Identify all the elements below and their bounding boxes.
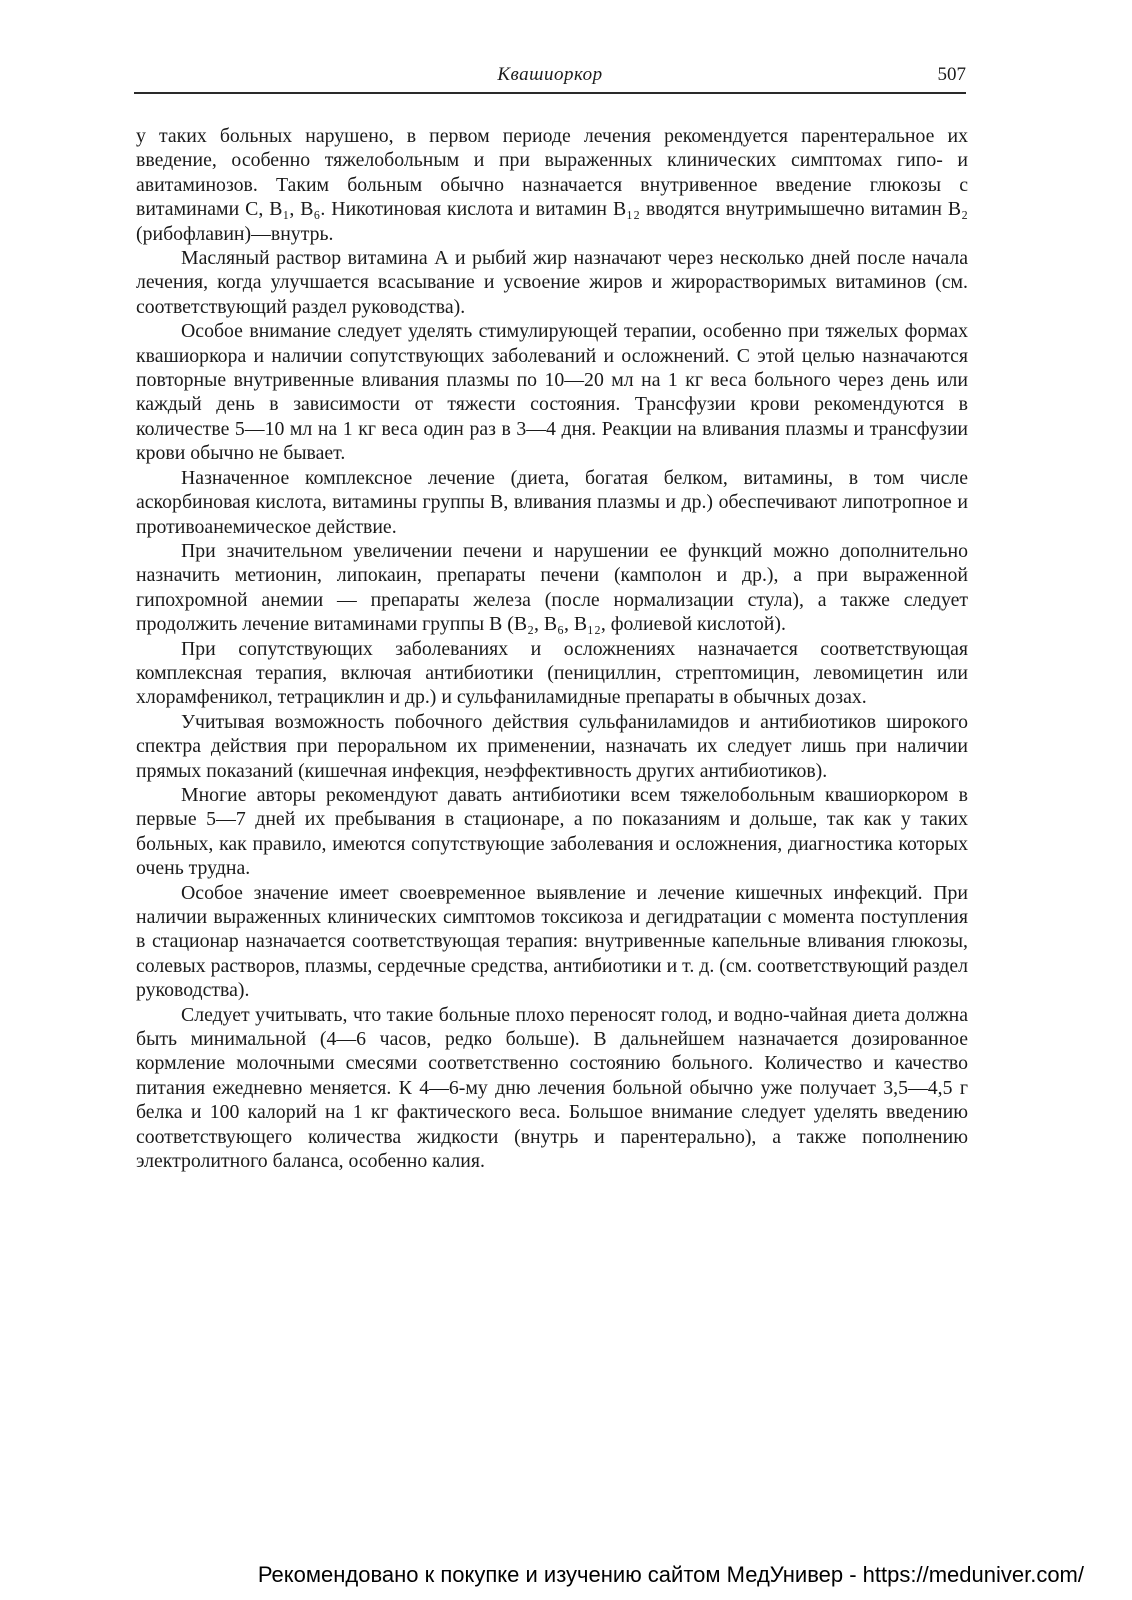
paragraph: При сопутствующих заболеваниях и осложнениях назначается соответствующая комплексная терапия, включая антибиотики (пенициллин, стрептомицин, левомицетин или хлорамфеникол, тетрациклин и др.) и сульфаниламидные препараты в обычных дозах. [136,637,968,709]
paragraph: Масляный раствор витамина А и рыбий жир назначают через несколько дней после начала лечения, когда улучшается всасывание и усвоение жиров и жирорастворимых витаминов (см. соответствующий раздел руководства). [136,247,968,318]
paragraph: Особое значение имеет своевременное выявление и лечение кишечных инфекций. При наличии выраженных клинических симптомов токсикоза и дегидратации с момента поступления в стационар назначается соответствующая терапия: внутривенные капельные вливания глюкозы, солевых растворов, плазмы, сердечные средства, антибиотики и т. д. (см. соответствующий раздел руководства). [136,881,968,1002]
paragraph: Многие авторы рекомендуют давать антибиотики всем тяжелобольным квашиоркором в первые 5—7 дней их пребывания в стационаре, а по показаниям и дольше, так как у таких больных, как правило, имеются сопутствующие заболевания и осложнения, диагностика которых очень трудна. [136,783,968,880]
paragraph: Особое внимание следует уделять стимулирующей терапии, особенно при тяжелых формах квашиоркора и наличии сопутствующих заболеваний и осложнений. С этой целью назначаются повторные внутривенные вливания плазмы по 10—20 мл на 1 кг веса больного через день или каждый день в зависимости от тяжести состояния. Трансфузии крови рекомендуются в количестве 5—10 мл на 1 кг веса один раз в 3—4 дня. Реакции на вливания плазмы и трансфузии крови обычно не бывает. [136,320,968,465]
footer-recommendation-note: Рекомендовано к покупке и изучению сайтом МедУнивер - https://meduniver.com/ [257,1562,1084,1587]
paragraph: у таких больных нарушено, в первом периоде лечения рекомендуется парентеральное их введение, особенно тяжелобольным и при выраженных клинических симптомах гипо- и авитаминозов. Таким больным обычно назначается внутривенное введение глюкозы с витаминами С, B₁, B₆. Никотиновая кислота и витамин B₁₂ вводятся внутримышечно витамин B₂ (рибофлавин)—внутрь. [136,125,968,245]
paragraph: Назначенное комплексное лечение (диета, богатая белком, витамины, в том числе аскорбиновая кислота, витамины группы В, вливания плазмы и др.) обеспечивают липотропное и противоанемическое действие. [136,466,968,538]
running-title: Квашиоркор [497,64,603,85]
body-text [136,124,968,1173]
paragraph: При значительном увеличении печени и нарушении ее функций можно дополнительно назначить метионин, липокаин, препараты печени (камполон и др.), а при выраженной гипохромной анемии — препараты железа (после нормализации стула), а также следует продолжить лечение витаминами группы В (B₂, B₆, B₁₂, фолиевой кислотой). [136,539,968,636]
paragraph: Следует учитывать, что такие больные плохо переносят голод, и водно-чайная диета должна быть минимальной (4—6 часов, редко больше). В дальнейшем назначается дозированное кормление молочными смесями соответственно состоянию больного. Количество и качество питания ежедневно меняется. К 4—6-му дню лечения больной обычно уже получает 3,5—4,5 г белка и 100 калорий на 1 кг фактического веса. Большое внимание следует уделять введению соответствующего количества жидкости (внутрь и парентерально), а также пополнению электролитного баланса, особенно калия. [136,1003,968,1173]
page-number: 507 [937,64,966,85]
paragraph: Учитывая возможность побочного действия сульфаниламидов и антибиотиков широкого спектра действия при пероральном их применении, назначать их следует лишь при наличии прямых показаний (кишечная инфекция, неэффективность других антибиотиков). [136,710,968,782]
page-header [134,62,966,94]
